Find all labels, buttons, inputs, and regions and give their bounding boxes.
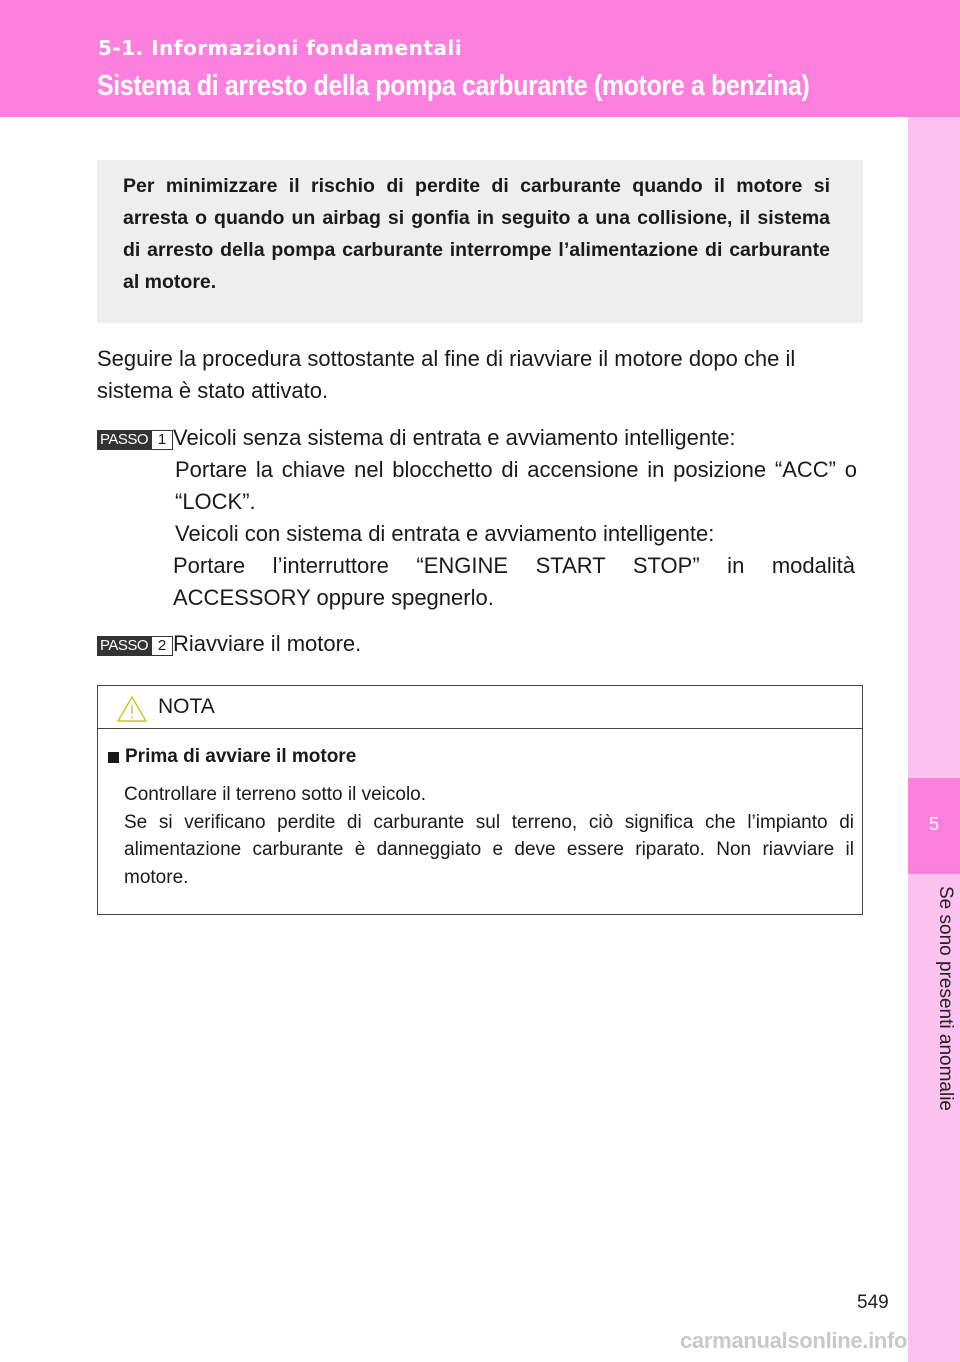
- page-header: [0, 0, 960, 117]
- step-badge-word: PASSO: [97, 430, 151, 450]
- intro-box: [97, 160, 863, 323]
- note-subtitle: [108, 746, 356, 768]
- step-detail: Veicoli con sistema di entrata e avviamento intelligente:: [175, 521, 715, 546]
- chapter-number: 5: [928, 814, 939, 834]
- body-text: Seguire la procedura sottostante al fine di riavviare il motore dopo che il sistema è stato attivato.: [97, 346, 796, 403]
- chapter-title: Se sono presenti anomalie: [935, 886, 956, 1111]
- warning-triangle-icon: [116, 695, 148, 723]
- step-badge-number: 2: [151, 636, 173, 656]
- note-box: [97, 685, 863, 915]
- page-number: 549: [857, 1292, 889, 1313]
- note-header: [98, 686, 862, 729]
- note-text: [124, 781, 854, 891]
- step-lead: Riavviare il motore.: [173, 631, 362, 656]
- note-label: NOTA: [158, 695, 215, 718]
- side-tab: [908, 117, 960, 1362]
- page-title: Sistema di arresto della pompa carburante (motore a benzina): [97, 70, 810, 102]
- chapter-tab[interactable]: [908, 778, 960, 874]
- step-detail: Portare l’interruttore “ENGINE START STOP” in modalità ACCESSORY oppure spegnerlo.: [173, 553, 855, 610]
- step-badge: [97, 430, 173, 450]
- step-badge-word: PASSO: [97, 636, 151, 656]
- note-line: Controllare il terreno sotto il veicolo.: [124, 784, 427, 805]
- note-line: Se si verificano perdite di carburante sul terreno, ciò significa che l’impianto di alimentazione carburante è danneggiato e deve essere riparato. Non riavviare il motore.: [124, 811, 854, 888]
- watermark: carmanualsonline.info: [680, 1328, 908, 1353]
- intro-text: Per minimizzare il rischio di perdite di carburante quando il motore si arresta o quando un airbag si gonfia in seguito a una collisione, il sistema di arresto della pompa carburante interrompe l’alimentazione di carburante al motore.: [123, 175, 830, 293]
- note-subtitle-text: Prima di avviare il motore: [125, 746, 357, 767]
- square-bullet-icon: [108, 752, 119, 763]
- step-badge: [97, 636, 173, 656]
- step-badge-number: 1: [151, 430, 173, 450]
- section-label: 5-1. Informazioni fondamentali: [98, 36, 463, 60]
- step-lead: Veicoli senza sistema di entrata e avviamento intelligente:: [173, 425, 736, 450]
- step-detail: Portare la chiave nel blocchetto di accensione in posizione “ACC” o “LOCK”.: [175, 457, 857, 514]
